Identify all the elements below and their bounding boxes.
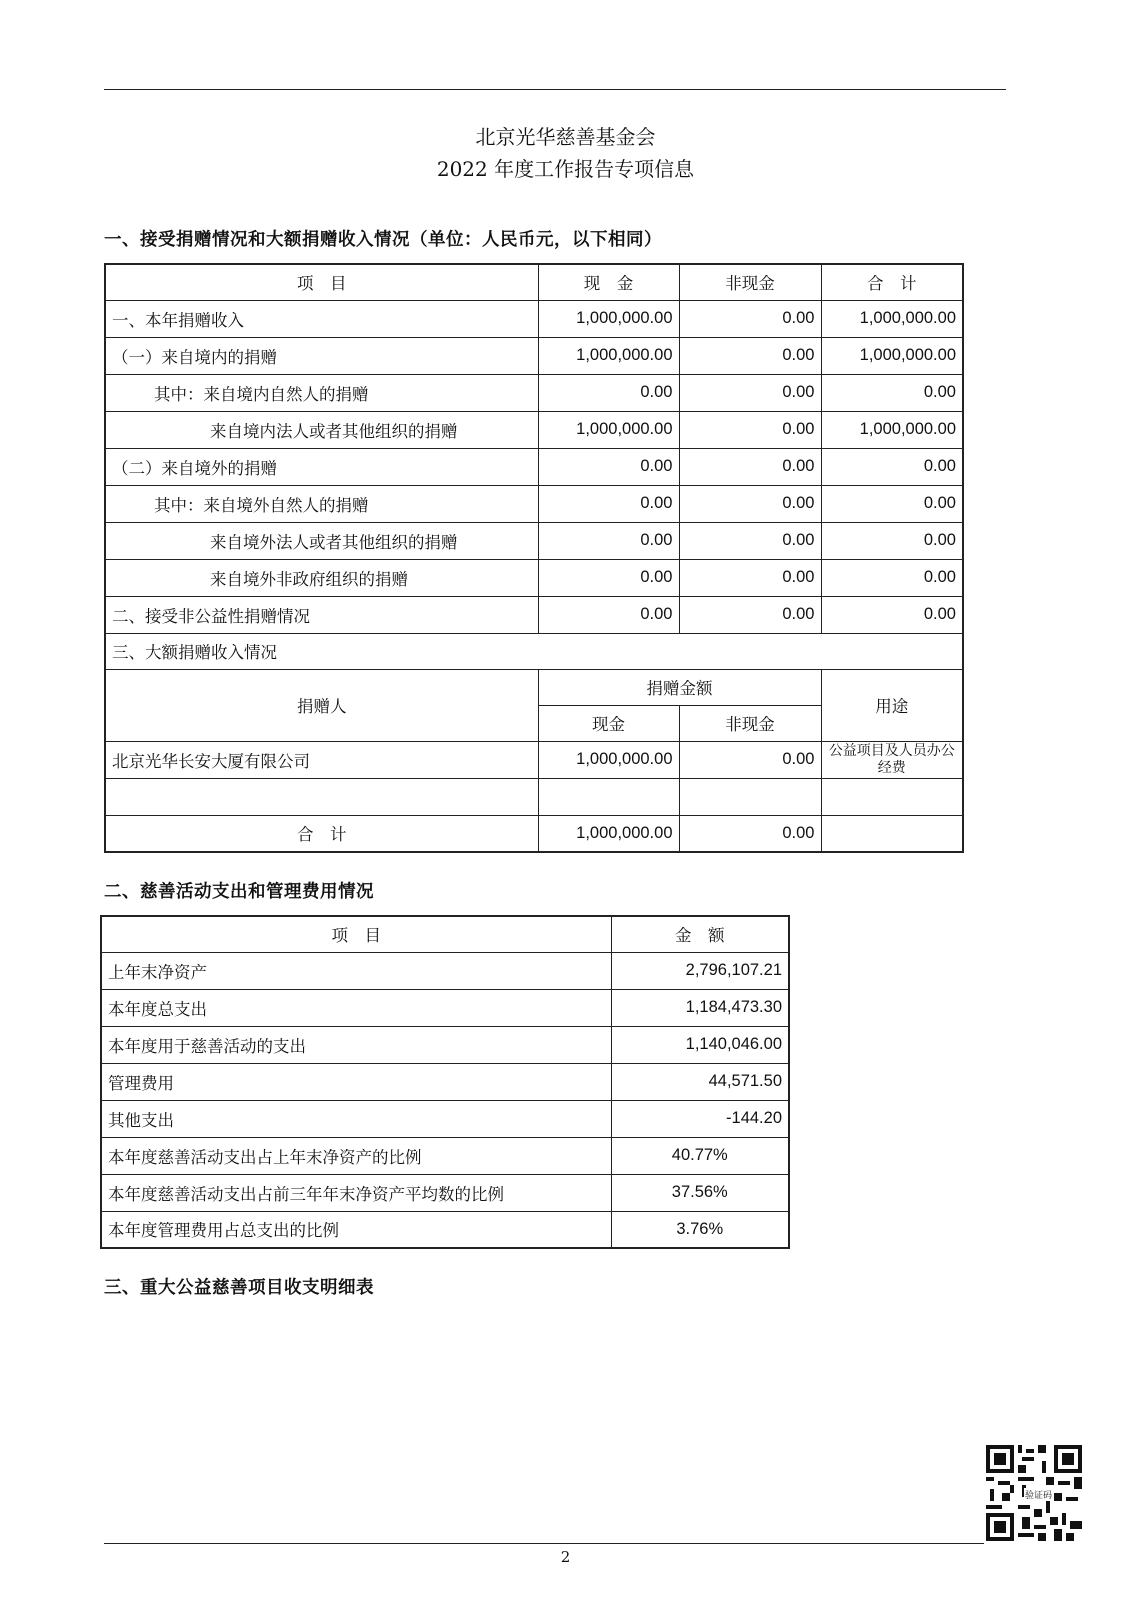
table-row xyxy=(101,1063,789,1100)
table-header-row xyxy=(101,916,789,952)
amount-cell: 37.56% xyxy=(611,1174,789,1211)
amount-cell: 3.76% xyxy=(611,1211,789,1248)
row-label: 二、接受非公益性捐赠情况 xyxy=(105,596,538,633)
noncash-cell: 0.00 xyxy=(679,741,821,778)
row-label: 一、本年捐赠收入 xyxy=(105,300,538,337)
noncash-cell: 0.00 xyxy=(679,300,821,337)
row-label: 本年度用于慈善活动的支出 xyxy=(101,1026,611,1063)
empty-cell xyxy=(821,778,963,815)
amount-cell: 1,184,473.30 xyxy=(611,989,789,1026)
col-header-noncash: 非现金 xyxy=(679,264,821,300)
table-row xyxy=(105,411,963,448)
col-header-large-cash: 现金 xyxy=(538,705,679,741)
noncash-cell: 0.00 xyxy=(679,559,821,596)
noncash-cell: 0.00 xyxy=(679,522,821,559)
empty-cell xyxy=(105,778,538,815)
row-label: 来自境外非政府组织的捐赠 xyxy=(105,559,538,596)
page-subtitle: 2022 年度工作报告专项信息 xyxy=(436,157,695,181)
expenditure-table xyxy=(100,915,790,1249)
noncash-cell: 0.00 xyxy=(679,815,821,852)
total-cell: 0.00 xyxy=(821,559,963,596)
cash-cell: 1,000,000.00 xyxy=(538,411,679,448)
empty-cell xyxy=(821,815,963,852)
donor-cell: 北京光华长安大厦有限公司 xyxy=(105,741,538,778)
large-donation-heading-row xyxy=(105,633,963,669)
table-row xyxy=(101,1100,789,1137)
cash-cell: 0.00 xyxy=(538,374,679,411)
cash-cell: 0.00 xyxy=(538,448,679,485)
cash-cell: 1,000,000.00 xyxy=(538,300,679,337)
bottom-rule xyxy=(104,1543,984,1544)
table-row xyxy=(105,522,963,559)
total-cell: 0.00 xyxy=(821,596,963,633)
col-header-amount: 金 额 xyxy=(611,916,789,952)
total-cell: 0.00 xyxy=(821,522,963,559)
table-row xyxy=(101,1026,789,1063)
row-label: 本年度慈善活动支出占上年末净资产的比例 xyxy=(101,1137,611,1174)
table-row xyxy=(105,559,963,596)
noncash-cell: 0.00 xyxy=(679,448,821,485)
section3-heading: 三、重大公益慈善项目收支明细表 xyxy=(104,1278,374,1298)
large-donation-heading: 三、大额捐赠收入情况 xyxy=(105,633,963,669)
row-label: 管理费用 xyxy=(101,1063,611,1100)
empty-row xyxy=(105,778,963,815)
cash-cell: 0.00 xyxy=(538,522,679,559)
top-rule xyxy=(104,89,1006,90)
total-cell: 1,000,000.00 xyxy=(821,337,963,374)
table-row xyxy=(105,300,963,337)
page-title: 北京光华慈善基金会 xyxy=(475,125,656,149)
row-label: 其中：来自境外自然人的捐赠 xyxy=(105,485,538,522)
noncash-cell: 0.00 xyxy=(679,485,821,522)
total-cell: 0.00 xyxy=(821,485,963,522)
col-header-amount: 捐赠金额 xyxy=(538,669,821,705)
cash-cell: 0.00 xyxy=(538,485,679,522)
cash-cell: 1,000,000.00 xyxy=(538,337,679,374)
row-label: （二）来自境外的捐赠 xyxy=(105,448,538,485)
table-row xyxy=(101,989,789,1026)
amount-cell: 44,571.50 xyxy=(611,1063,789,1100)
table-row xyxy=(105,337,963,374)
table-row xyxy=(101,1211,789,1248)
empty-cell xyxy=(679,778,821,815)
row-label: （一）来自境内的捐赠 xyxy=(105,337,538,374)
amount-cell: 1,140,046.00 xyxy=(611,1026,789,1063)
row-label: 本年度管理费用占总支出的比例 xyxy=(101,1211,611,1248)
row-label: 本年度总支出 xyxy=(101,989,611,1026)
col-header-total: 合 计 xyxy=(821,264,963,300)
col-header-purpose: 用途 xyxy=(821,669,963,741)
noncash-cell: 0.00 xyxy=(679,374,821,411)
large-header-row xyxy=(105,669,963,705)
amount-cell: -144.20 xyxy=(611,1100,789,1137)
donation-table xyxy=(104,263,964,853)
row-label: 来自境内法人或者其他组织的捐赠 xyxy=(105,411,538,448)
section2-heading: 二、慈善活动支出和管理费用情况 xyxy=(104,882,374,902)
qr-caption: 验证码 xyxy=(1024,1488,1053,1501)
cash-cell: 0.00 xyxy=(538,596,679,633)
total-cell: 1,000,000.00 xyxy=(821,411,963,448)
noncash-cell: 0.00 xyxy=(679,337,821,374)
total-cell: 1,000,000.00 xyxy=(821,300,963,337)
large-donation-row xyxy=(105,741,963,778)
row-label: 其他支出 xyxy=(101,1100,611,1137)
table-row xyxy=(105,485,963,522)
table-row xyxy=(101,952,789,989)
amount-cell: 2,796,107.21 xyxy=(611,952,789,989)
col-header-cash: 现 金 xyxy=(538,264,679,300)
row-label: 上年末净资产 xyxy=(101,952,611,989)
total-label: 合 计 xyxy=(105,815,538,852)
row-label: 本年度慈善活动支出占前三年年末净资产平均数的比例 xyxy=(101,1174,611,1211)
total-cell: 0.00 xyxy=(821,448,963,485)
col-header-donor: 捐赠人 xyxy=(105,669,538,741)
large-total-row xyxy=(105,815,963,852)
col-header-large-noncash: 非现金 xyxy=(679,705,821,741)
section1-heading: 一、接受捐赠情况和大额捐赠收入情况（单位：人民币元，以下相同） xyxy=(104,230,662,250)
purpose-cell: 公益项目及人员办公经费 xyxy=(821,741,963,778)
table-row xyxy=(101,1137,789,1174)
row-label: 来自境外法人或者其他组织的捐赠 xyxy=(105,522,538,559)
cash-cell: 1,000,000.00 xyxy=(538,815,679,852)
table-header-row xyxy=(105,264,963,300)
amount-cell: 40.77% xyxy=(611,1137,789,1174)
table-row xyxy=(105,374,963,411)
table-row xyxy=(105,596,963,633)
empty-cell xyxy=(538,778,679,815)
row-label: 其中：来自境内自然人的捐赠 xyxy=(105,374,538,411)
cash-cell: 1,000,000.00 xyxy=(538,741,679,778)
col-header-item: 项 目 xyxy=(101,916,611,952)
noncash-cell: 0.00 xyxy=(679,596,821,633)
table-row xyxy=(105,448,963,485)
cash-cell: 0.00 xyxy=(538,559,679,596)
table-row xyxy=(101,1174,789,1211)
col-header-item: 项 目 xyxy=(105,264,538,300)
total-cell: 0.00 xyxy=(821,374,963,411)
page-number: 2 xyxy=(560,1548,571,1566)
noncash-cell: 0.00 xyxy=(679,411,821,448)
